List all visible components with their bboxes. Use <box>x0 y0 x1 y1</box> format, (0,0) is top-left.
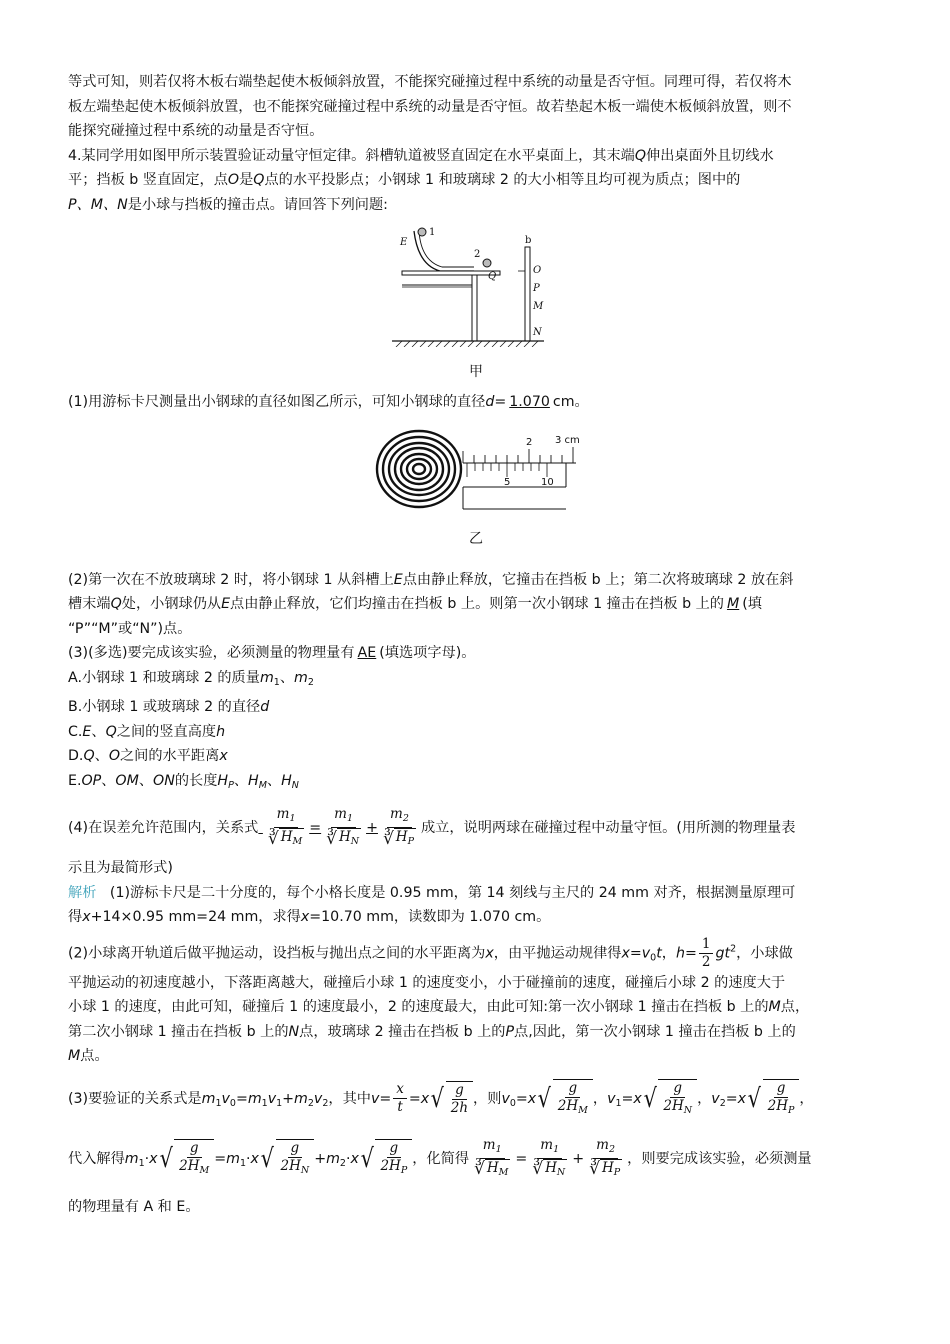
question-4-line-3: P、M、N是小球与挡板的撞击点。请回答下列问题: <box>68 196 388 213</box>
label-ball-1: 1 <box>429 227 436 238</box>
option-c: C.E、Q之间的竖直高度h <box>68 723 226 740</box>
intro-line-1: 等式可知，则若仅将木板右端垫起使木板倾斜放置，不能探究碰撞过程中系统的动量是否守恒。同理可得，若仅将木 <box>68 74 792 90</box>
caliper-vernier-5: 5 <box>504 476 511 488</box>
analysis-2-line-2: 平抛运动的初速度越小，下落距离越大，碰撞后小球 1 的速度变小，小于碰撞前的速度，碰撞后小球 2 的速度大于 <box>68 974 786 991</box>
option-b: B.小钢球 1 或玻璃球 2 的直径d <box>68 699 270 715</box>
analysis-label: 解析 <box>68 884 97 901</box>
figure-caption-jia: 甲 <box>469 363 483 380</box>
figure-caption-yi: 乙 <box>469 531 483 547</box>
caliper-main-3cm: 3 cm <box>555 434 580 446</box>
analysis-4: 代入解得$m_1\cdot x$ √ $\frac{g}{2H_M}$ $=m_1\cdot x$ √ $\frac{g}{2H_N}$ $+m_2\cdot x$ √ $\frac{g}{2H_P}$ ，化简得 $m_1$ ∛ $H_M$ = $m_1$ ∛ $H_N$ + $m_2$ ∛ $H_P$ ，则要完成该实验，必须测量 <box>68 1136 812 1179</box>
analysis-2-line-1: (2)小球离开轨道后做平抛运动，设挡板与抛出点之间的水平距离为x，由平抛运动规律得$x=v_0t$，h= $\frac{1}{2}$ $gt^2$，小球做 <box>68 935 793 970</box>
option-a: A.小钢球 1 和玻璃球 2 的质量$m_1$、$m_2$ <box>68 669 314 688</box>
option-d: D.Q、O之间的水平距离x <box>68 748 228 764</box>
analysis-line-2: 得x+14×0.95 mm=24 mm，求得x=10.70 mm，读数即为 1.070 cm。 <box>68 909 551 925</box>
figure-caliper <box>68 419 884 524</box>
intro-line-2: 板左端垫起使木板倾斜放置，也不能探究碰撞过程中系统的动量是否守恒。故若垫起木板一端使木板倾斜放置，则不 <box>68 98 792 115</box>
label-q: Q <box>488 271 497 282</box>
analysis-line-1: 解析 (1)游标卡尺是二十分度的，每个小格长度是 0.95 mm，第 14 刻线与主尺的 24 mm 对齐，根据测量原理可 <box>68 884 796 901</box>
analysis-2-line-3: 小球 1 的速度，由此可知，碰撞后 1 的速度最小，2 的速度最大，由此可知:第一次小钢球 1 撞击在挡板 b 上的M点， <box>68 999 810 1015</box>
label-n: N <box>533 327 542 338</box>
analysis-2-line-4: 第二次小钢球 1 撞击在挡板 b 上的N点，玻璃球 2 撞击在挡板 b 上的P点,因此，第一次小钢球 1 撞击在挡板 b 上的 <box>68 1023 796 1040</box>
question-4-line-2: 平；挡板 b 竖直固定，点O是Q点的水平投影点；小钢球 1 和玻璃球 2 的大小相等且均可视为质点；图中的 <box>68 172 741 188</box>
subquestion-4-line-2: 示且为最简形式) <box>68 860 173 876</box>
subquestion-2-line-2: 槽末端Q处，小钢球仍从E点由静止释放，它们均撞击在挡板 b 上。则第一次小钢球 1 撞击在挡板 b 上的 M (填 <box>68 596 762 612</box>
caliper-vernier-10: 10 <box>541 476 554 488</box>
analysis-2-line-5: M点。 <box>68 1048 109 1064</box>
subquestion-1: (1)用游标卡尺测量出小钢球的直径如图乙所示，可知小钢球的直径d= 1.070 cm。 <box>68 394 589 410</box>
caliper-main-2: 2 <box>526 436 533 448</box>
label-o: O <box>533 265 542 276</box>
label-p: P <box>533 283 540 294</box>
subquestion-3: (3)(多选)要完成该实验，必须测量的物理量有 AE (填选项字母)。 <box>68 645 476 661</box>
vernier-caliper-diagram <box>371 419 581 515</box>
subquestion-2-line-1: (2)第一次在不放玻璃球 2 时，将小钢球 1 从斜槽上E点由静止释放，它撞击在挡板 b 上；第二次将玻璃球 2 放在斜 <box>68 571 794 588</box>
label-ball-2: 2 <box>474 249 481 260</box>
subquestion-2-line-3: “P”“M”或“N”)点。 <box>68 620 192 637</box>
option-e: E.OP、OM、ON的长度$H_P$、$H_M$、$H_N$ <box>68 772 299 791</box>
question-4-line-1: 4.某同学用如图甲所示装置验证动量守恒定律。斜槽轨道被竖直固定在水平桌面上，其末端Q伸出桌面外且切线水 <box>68 147 774 164</box>
label-m: M <box>533 301 544 312</box>
analysis-3: (3)要验证的关系式是$m_1v_0=m_1v_1+m_2v_2$，其中v= $\frac{x}{t}$ =x √ $\frac{g}{2h}$ ，则$v_0=x$ √ $\frac{g}{2H_M}$ ，$v_1=x$ √ $\frac{g}{2H_N}$ ，$v_2=x$ √ $\frac{g}{2H_P}$ ， <box>68 1079 884 1119</box>
document-page <box>68 70 884 1219</box>
label-b: b <box>525 235 532 246</box>
figure-apparatus <box>68 221 884 356</box>
subquestion-4: (4)在误差允许范围内，关系式 $m_1$ ∛ $H_M$ = $m_1$ ∛ $H_N$ + $m_2$ ∛ $H_P$ 成立，说明两球在碰撞过程中动量守恒。(用所测的物理量表 <box>68 806 796 849</box>
analysis-5: 的物理量有 A 和 E。 <box>68 1198 200 1215</box>
intro-line-3: 能探究碰撞过程中系统的动量是否守恒。 <box>68 123 324 139</box>
apparatus-diagram <box>388 221 548 347</box>
label-e: E <box>400 237 408 248</box>
